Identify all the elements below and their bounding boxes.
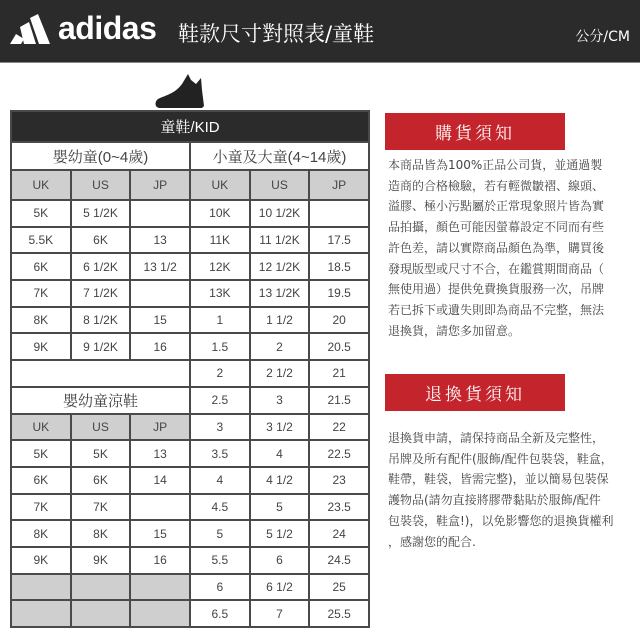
table-cell: 2 bbox=[251, 334, 309, 359]
table-cell: 2 bbox=[191, 361, 249, 386]
notice-line: 護物品(請勿直接將膠帶黏貼於服飾/配件 bbox=[388, 493, 601, 508]
table-cell: 5 bbox=[251, 495, 309, 520]
table-cell: 11K bbox=[191, 228, 249, 253]
return-notice-text bbox=[388, 428, 638, 552]
page-title: 鞋款尺寸對照表/童鞋 bbox=[178, 22, 375, 46]
table-cell: 5K bbox=[12, 441, 70, 466]
return-notice-header: 退換貨須知 bbox=[385, 374, 565, 411]
kid-group-header: 小童及大童(4~14歲) bbox=[191, 143, 368, 169]
table-cell: 24 bbox=[310, 521, 368, 546]
table-cell: 6K bbox=[12, 468, 70, 493]
table-cell: 6K bbox=[72, 228, 130, 253]
table-cell: 1 1/2 bbox=[251, 308, 309, 333]
table-cell: 13K bbox=[191, 281, 249, 306]
table-cell: 25 bbox=[310, 575, 368, 600]
table-cell: 7 1/2K bbox=[72, 281, 130, 306]
empty-cell bbox=[72, 601, 130, 626]
column-header: JP bbox=[131, 171, 189, 199]
column-header: JP bbox=[131, 415, 189, 440]
table-cell: 4 bbox=[251, 441, 309, 466]
notice-line: 品拍攝，顏色可能因螢幕設定不同而有些 bbox=[388, 220, 605, 235]
table-cell: 7 bbox=[251, 601, 309, 626]
column-header: UK bbox=[191, 171, 249, 199]
table-cell: 15 bbox=[131, 521, 189, 546]
table-cell: 5 bbox=[191, 521, 249, 546]
adidas-logo bbox=[10, 12, 156, 44]
empty-cell bbox=[12, 601, 70, 626]
empty-cell bbox=[131, 575, 189, 600]
table-cell: 25.5 bbox=[310, 601, 368, 626]
table-title: 童鞋/KID bbox=[12, 112, 368, 141]
table-cell bbox=[131, 201, 189, 226]
table-cell: 8K bbox=[12, 308, 70, 333]
table-cell: 7K bbox=[72, 495, 130, 520]
table-cell: 21 bbox=[310, 361, 368, 386]
adidas-stripes-icon bbox=[10, 14, 54, 44]
table-cell: 6 bbox=[251, 548, 309, 573]
table-cell: 17.5 bbox=[310, 228, 368, 253]
table-cell: 1.5 bbox=[191, 334, 249, 359]
table-cell: 8 1/2K bbox=[72, 308, 130, 333]
table-cell: 12 1/2K bbox=[251, 254, 309, 279]
table-cell: 20.5 bbox=[310, 334, 368, 359]
notice-line: 發現版型或尺寸不合，在鑑賞期間商品（ bbox=[388, 261, 605, 276]
table-cell: 8K bbox=[12, 521, 70, 546]
notice-line: 若已拆下或遺失則即為商品不完整，無法 bbox=[388, 302, 605, 317]
table-cell: 9K bbox=[12, 548, 70, 573]
table-cell: 13 bbox=[131, 441, 189, 466]
notice-line: 溢膠、極小污點屬於正常現象照片皆為實 bbox=[388, 199, 605, 214]
table-cell: 4 1/2 bbox=[251, 468, 309, 493]
table-cell: 11 1/2K bbox=[251, 228, 309, 253]
column-header: UK bbox=[12, 415, 70, 440]
table-cell: 5 1/2K bbox=[72, 201, 130, 226]
table-cell: 9 1/2K bbox=[72, 334, 130, 359]
shoe-icon bbox=[130, 70, 220, 110]
notice-line: 退換貨申請，請保持商品全新及完整性， bbox=[388, 431, 605, 445]
column-header: US bbox=[72, 415, 130, 440]
table-cell: 20 bbox=[310, 308, 368, 333]
table-cell: 24.5 bbox=[310, 548, 368, 573]
table-cell: 16 bbox=[131, 548, 189, 573]
table-cell: 7K bbox=[12, 281, 70, 306]
table-cell: 13 1/2K bbox=[251, 281, 309, 306]
infant-group-header: 嬰幼童(0~4歲) bbox=[12, 143, 189, 169]
table-cell: 5.5 bbox=[191, 548, 249, 573]
brand-name: adidas bbox=[58, 10, 157, 46]
notice-line: 吊牌及所有配件(服飾/配件包裝袋，鞋盒， bbox=[388, 451, 613, 466]
table-cell: 1 bbox=[191, 308, 249, 333]
purchase-notice-header: 購貨須知 bbox=[385, 113, 565, 150]
table-cell: 23.5 bbox=[310, 495, 368, 520]
unit-label: 公分/CM bbox=[575, 29, 630, 45]
purchase-notice-text bbox=[388, 155, 638, 341]
table-cell: 15 bbox=[131, 308, 189, 333]
notice-line: 包裝袋，鞋盒!)，以免影響您的退換貨權利 bbox=[388, 513, 614, 528]
table-cell: 14 bbox=[131, 468, 189, 493]
table-cell: 3 bbox=[251, 388, 309, 413]
empty-cell bbox=[131, 601, 189, 626]
table-cell: 6 1/2K bbox=[72, 254, 130, 279]
notice-line: 鞋帶，鞋袋，皆需完整)，並以簡易包裝保 bbox=[388, 472, 609, 487]
notice-line: 造商的合格檢驗，若有輕微皺褶、線頭、 bbox=[388, 178, 605, 193]
column-header: US bbox=[251, 171, 309, 199]
table-cell: 5K bbox=[12, 201, 70, 226]
column-header: JP bbox=[310, 171, 368, 199]
table-cell: 2.5 bbox=[191, 388, 249, 413]
table-cell: 13 1/2 bbox=[131, 254, 189, 279]
table-cell: 21.5 bbox=[310, 388, 368, 413]
table-cell: 4.5 bbox=[191, 495, 249, 520]
table-cell: 5K bbox=[72, 441, 130, 466]
column-header: US bbox=[72, 171, 130, 199]
notice-line: 退換貨，請您多加留意。 bbox=[388, 323, 521, 338]
table-cell: 4 bbox=[191, 468, 249, 493]
table-cell: 6K bbox=[12, 254, 70, 279]
table-cell: 6.5 bbox=[191, 601, 249, 626]
table-cell: 5 1/2 bbox=[251, 521, 309, 546]
notice-line: ，感謝您的配合. bbox=[388, 534, 476, 549]
table-cell: 13 bbox=[131, 228, 189, 253]
blank-cell bbox=[12, 361, 189, 386]
size-chart-table bbox=[10, 110, 370, 628]
table-cell: 6 1/2 bbox=[251, 575, 309, 600]
table-cell: 22.5 bbox=[310, 441, 368, 466]
empty-cell bbox=[12, 575, 70, 600]
table-cell: 19.5 bbox=[310, 281, 368, 306]
column-header: UK bbox=[12, 171, 70, 199]
table-cell: 10 1/2K bbox=[251, 201, 309, 226]
table-cell: 7K bbox=[12, 495, 70, 520]
table-cell: 22 bbox=[310, 415, 368, 440]
table-cell: 3.5 bbox=[191, 441, 249, 466]
table-cell: 10K bbox=[191, 201, 249, 226]
table-cell: 16 bbox=[131, 334, 189, 359]
table-cell: 3 1/2 bbox=[251, 415, 309, 440]
header-bar bbox=[0, 0, 640, 63]
table-cell: 18.5 bbox=[310, 254, 368, 279]
table-cell bbox=[131, 495, 189, 520]
table-cell: 8K bbox=[72, 521, 130, 546]
table-cell: 5.5K bbox=[12, 228, 70, 253]
table-cell: 9K bbox=[12, 334, 70, 359]
table-cell bbox=[131, 281, 189, 306]
notice-line: 無使用過）提供免費換貨服務一次，吊牌 bbox=[388, 282, 605, 297]
notice-line: 許色差，請以實際商品顏色為準，購買後 bbox=[388, 240, 605, 255]
table-cell: 2 1/2 bbox=[251, 361, 309, 386]
empty-cell bbox=[72, 575, 130, 600]
table-cell: 6K bbox=[72, 468, 130, 493]
sandal-group-header: 嬰幼童涼鞋 bbox=[12, 388, 189, 413]
table-cell: 9K bbox=[72, 548, 130, 573]
table-cell: 12K bbox=[191, 254, 249, 279]
table-cell: 23 bbox=[310, 468, 368, 493]
table-cell bbox=[310, 201, 368, 226]
notice-line: 本商品皆為100%正品公司貨，並通過製 bbox=[388, 158, 603, 172]
table-cell: 3 bbox=[191, 415, 249, 440]
table-cell: 6 bbox=[191, 575, 249, 600]
